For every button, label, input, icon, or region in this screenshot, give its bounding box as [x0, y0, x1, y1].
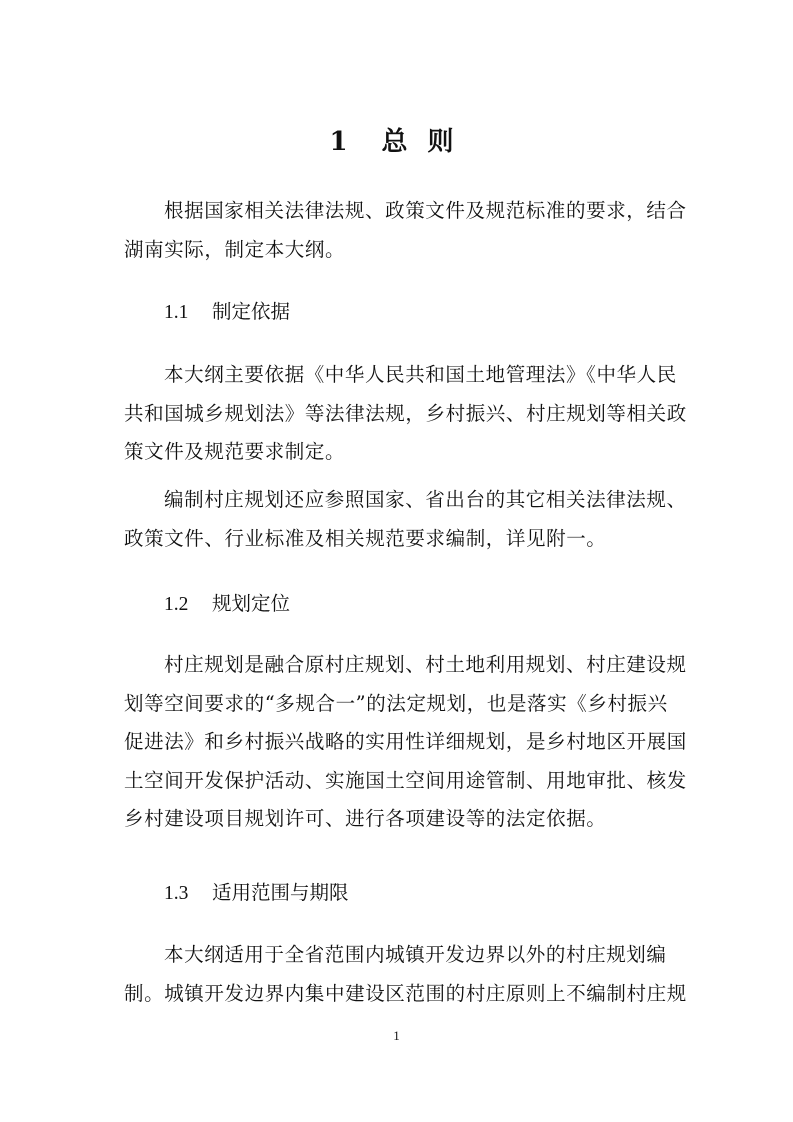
text-line: 湖南实际，制定本大纲。 [124, 237, 346, 261]
text-line: 根据国家相关法律法规、政策文件及规范标准的要求，结合 [164, 199, 687, 222]
intro-paragraph [124, 192, 687, 269]
section-number: 1.3 [164, 883, 189, 904]
chapter-number: 1 [329, 127, 348, 157]
section-number: 1.1 [164, 302, 189, 323]
text-line: 共和国城乡规划法》等法律法规，乡村振兴、村庄规划等相关政 [124, 401, 687, 425]
text-line: 土空间开发保护活动、实施国土空间用途管制、用地审批、核发 [124, 768, 687, 792]
section-title: 适用范围与期限 [212, 881, 349, 904]
paragraph-positioning [124, 646, 687, 839]
section-number: 1.2 [164, 594, 189, 615]
section-title: 制定依据 [212, 300, 291, 323]
paragraph-scope [124, 936, 687, 1013]
text-line: 划等空间要求的“多规合一”的法定规划，也是落实《乡村振兴 [124, 691, 668, 715]
text-line: 政策文件、行业标准及相关规范要求编制，详见附一。 [124, 526, 607, 550]
paragraph-references [124, 481, 687, 558]
section-heading-1-1 [164, 297, 290, 328]
text-line: 编制村庄规划还应参照国家、省出台的其它相关法律法规、 [164, 488, 687, 511]
text-line: 制。城镇开发边界内集中建设区范围的村庄原则上不编制村庄规 [124, 981, 687, 1005]
text-line: 促进法》和乡村振兴战略的实用性详细规划，是乡村地区开展国 [124, 730, 687, 753]
section-title: 规划定位 [212, 592, 291, 615]
text-line: 乡村建设项目规划许可、进行各项建设等的法定依据。 [124, 807, 607, 830]
section-heading-1-3 [164, 878, 349, 909]
chapter-title [0, 122, 793, 162]
chapter-title-word-1: 总 [381, 127, 408, 157]
page-number: 1 [393, 1028, 400, 1043]
paragraph-basis [124, 356, 687, 472]
text-line: 本大纲适用于全省范围内城镇开发边界以外的村庄规划编 [164, 943, 667, 966]
chapter-title-word-2: 则 [427, 127, 454, 157]
section-heading-1-2 [164, 589, 290, 620]
text-line: 策文件及规范要求制定。 [124, 440, 346, 463]
text-line: 本大纲主要依据《中华人民共和国土地管理法》《中华人民 [164, 363, 677, 386]
text-line: 村庄规划是融合原村庄规划、村土地利用规划、村庄建设规 [164, 653, 687, 676]
